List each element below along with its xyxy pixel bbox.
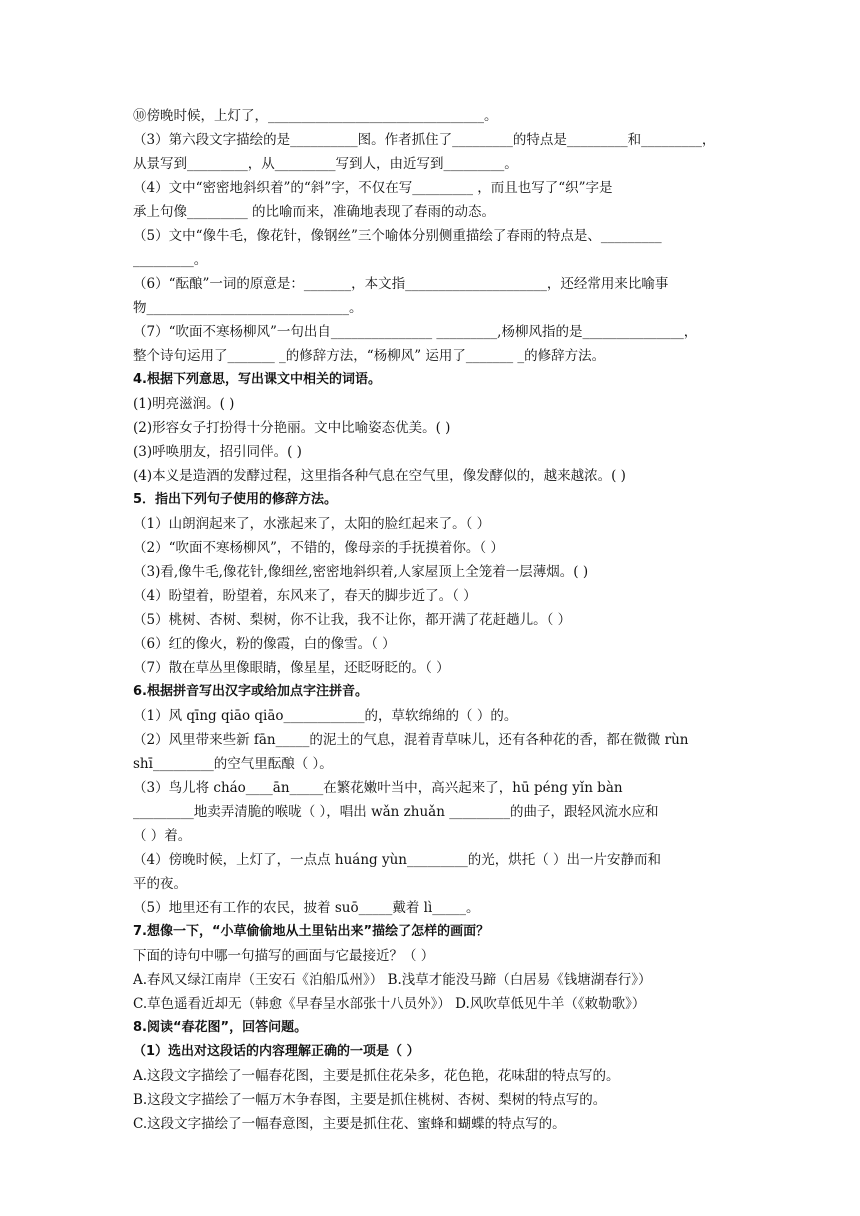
text-line: （4）文中“密密地斜织着”的“斜”字，不仅在写_________ ，而且也写了“织”字是 bbox=[133, 180, 613, 196]
text-line: （3）鸟儿将 cháo____ān_____在繁花嫩叶当中，高兴起来了，hū péng yǐn bàn bbox=[133, 780, 623, 796]
text-line: （6）“酝酿”一词的原意是：_______，本文指_____________________，还经常用来比喻事 bbox=[133, 276, 669, 292]
text-line: _________地卖弄清脆的喉咙（ ），唱出 wǎn zhuǎn _________的曲子，跟轻风流水应和 bbox=[133, 804, 659, 820]
text-line: (4)本义是造酒的发酵过程，这里指各种气息在空气里，像发酵似的，越来越浓。( ) bbox=[133, 468, 626, 484]
text-line: （7）散在草丛里像眼睛，像星星，还眨呀眨的。（ ） bbox=[133, 660, 450, 676]
text-line: 物______________________________。 bbox=[133, 300, 363, 316]
text-line: A.这段文字描绘了一幅春花图，主要是抓住花朵多，花色艳，花味甜的特点写的。 bbox=[133, 1068, 620, 1084]
text-line: （5）桃树、杏树、梨树，你不让我，我不让你，都开满了花赶趟儿。（ ） bbox=[133, 612, 572, 628]
text-line: （1）山朗润起来了，水涨起来了，太阳的脸红起来了。（ ） bbox=[133, 516, 491, 532]
text-line: （5）文中“像牛毛，像花针，像钢丝”三个喻体分别侧重描绘了春雨的特点是、_________ bbox=[133, 228, 662, 244]
text-line: 承上句像_________ 的比喻而来，准确地表现了春雨的动态。 bbox=[133, 204, 496, 220]
text-line: (3)呼唤朋友，招引同伴。( ) bbox=[133, 444, 302, 460]
section-heading: 6.根据拼音写出汉字或给加点字注拼音。 bbox=[133, 684, 368, 699]
text-line: （ ）着。 bbox=[133, 828, 192, 844]
text-line: _________。 bbox=[133, 252, 208, 268]
text-line: C.这段文字描绘了一幅春意图，主要是抓住花、蜜蜂和蝴蝶的特点写的。 bbox=[133, 1116, 566, 1132]
text-line: （3）第六段文字描绘的是__________图。作者抓住了_________的特点是_________和_________， bbox=[133, 132, 716, 148]
text-line: （4）傍晚时候，上灯了，一点点 huáng yùn_________的光，烘托（ ）出一片安静而和 bbox=[133, 852, 662, 868]
text-line: （5）地里还有工作的农民，披着 suō_____戴着 lì_____。 bbox=[133, 900, 480, 916]
section-heading: 7.想像一下，“小草偷偷地从土里钻出来”描绘了怎样的画面？ bbox=[133, 924, 490, 939]
text-line: 整个诗句运用了_______ _的修辞方法，“杨柳风” 运用了_______ _的修辞方法。 bbox=[133, 348, 606, 364]
text-line: （6）红的像火，粉的像霞，白的像雪。（ ） bbox=[133, 636, 396, 652]
text-line: C.草色遥看近却无（韩愈《早春呈水部张十八员外》） D.风吹草低见牛羊（《敕勒歌》） bbox=[133, 996, 646, 1012]
text-line: （7）“吹面不寒杨柳风”一句出自_______________ _________,杨柳风指的是_______________， bbox=[133, 324, 698, 340]
text-line: A.春风又绿江南岸（王安石《泊船瓜州》） B.浅草才能没马蹄（白居易《钱塘湖春行》） bbox=[133, 972, 652, 988]
text-line: B.这段文字描绘了一幅万木争春图，主要是抓住桃树、杏树、梨树的特点写的。 bbox=[133, 1092, 607, 1108]
section-heading: 5．指出下列句子使用的修辞方法。 bbox=[133, 492, 338, 507]
text-line: （2）风里带来些新 fān_____的泥土的气息，混着青草味儿，还有各种花的香，都在微微 rùn bbox=[133, 732, 689, 748]
text-line: 下面的诗句中哪一句描写的画面与它最接近？（ ） bbox=[133, 948, 435, 964]
text-line: 从景写到_________，从_________写到人，由近写到_________。 bbox=[133, 156, 518, 172]
text-line: ⑩傍晚时候，上灯了，________________________________。 bbox=[133, 108, 498, 124]
question-stem: （1）选出对这段话的内容理解正确的一项是（ ） bbox=[133, 1044, 420, 1059]
text-line: (2)形容女子打扮得十分艳丽。文中比喻姿态优美。( ) bbox=[133, 420, 451, 436]
text-line: 平的夜。 bbox=[133, 876, 187, 892]
text-line: （2）“吹面不寒杨柳风”，不错的，像母亲的手抚摸着你。（ ） bbox=[133, 540, 504, 556]
section-heading: 8.阅读“春花图”，回答问题。 bbox=[133, 1020, 308, 1035]
text-line: （4）盼望着，盼望着，东风来了，春天的脚步近了。（ ） bbox=[133, 588, 477, 604]
text-line: shī_________的空气里酝酿（ ）。 bbox=[133, 756, 333, 772]
text-line: (1)明亮滋润。( ) bbox=[133, 396, 235, 412]
text-line: （1）风 qīng qiāo qiāo____________的，草软绵绵的（ ）的。 bbox=[133, 708, 518, 724]
section-heading: 4.根据下列意思，写出课文中相关的词语。 bbox=[133, 372, 381, 387]
text-line: （3)看,像牛毛,像花针,像细丝,密密地斜织着,人家屋顶上全笼着一层薄烟。( ) bbox=[133, 564, 589, 580]
